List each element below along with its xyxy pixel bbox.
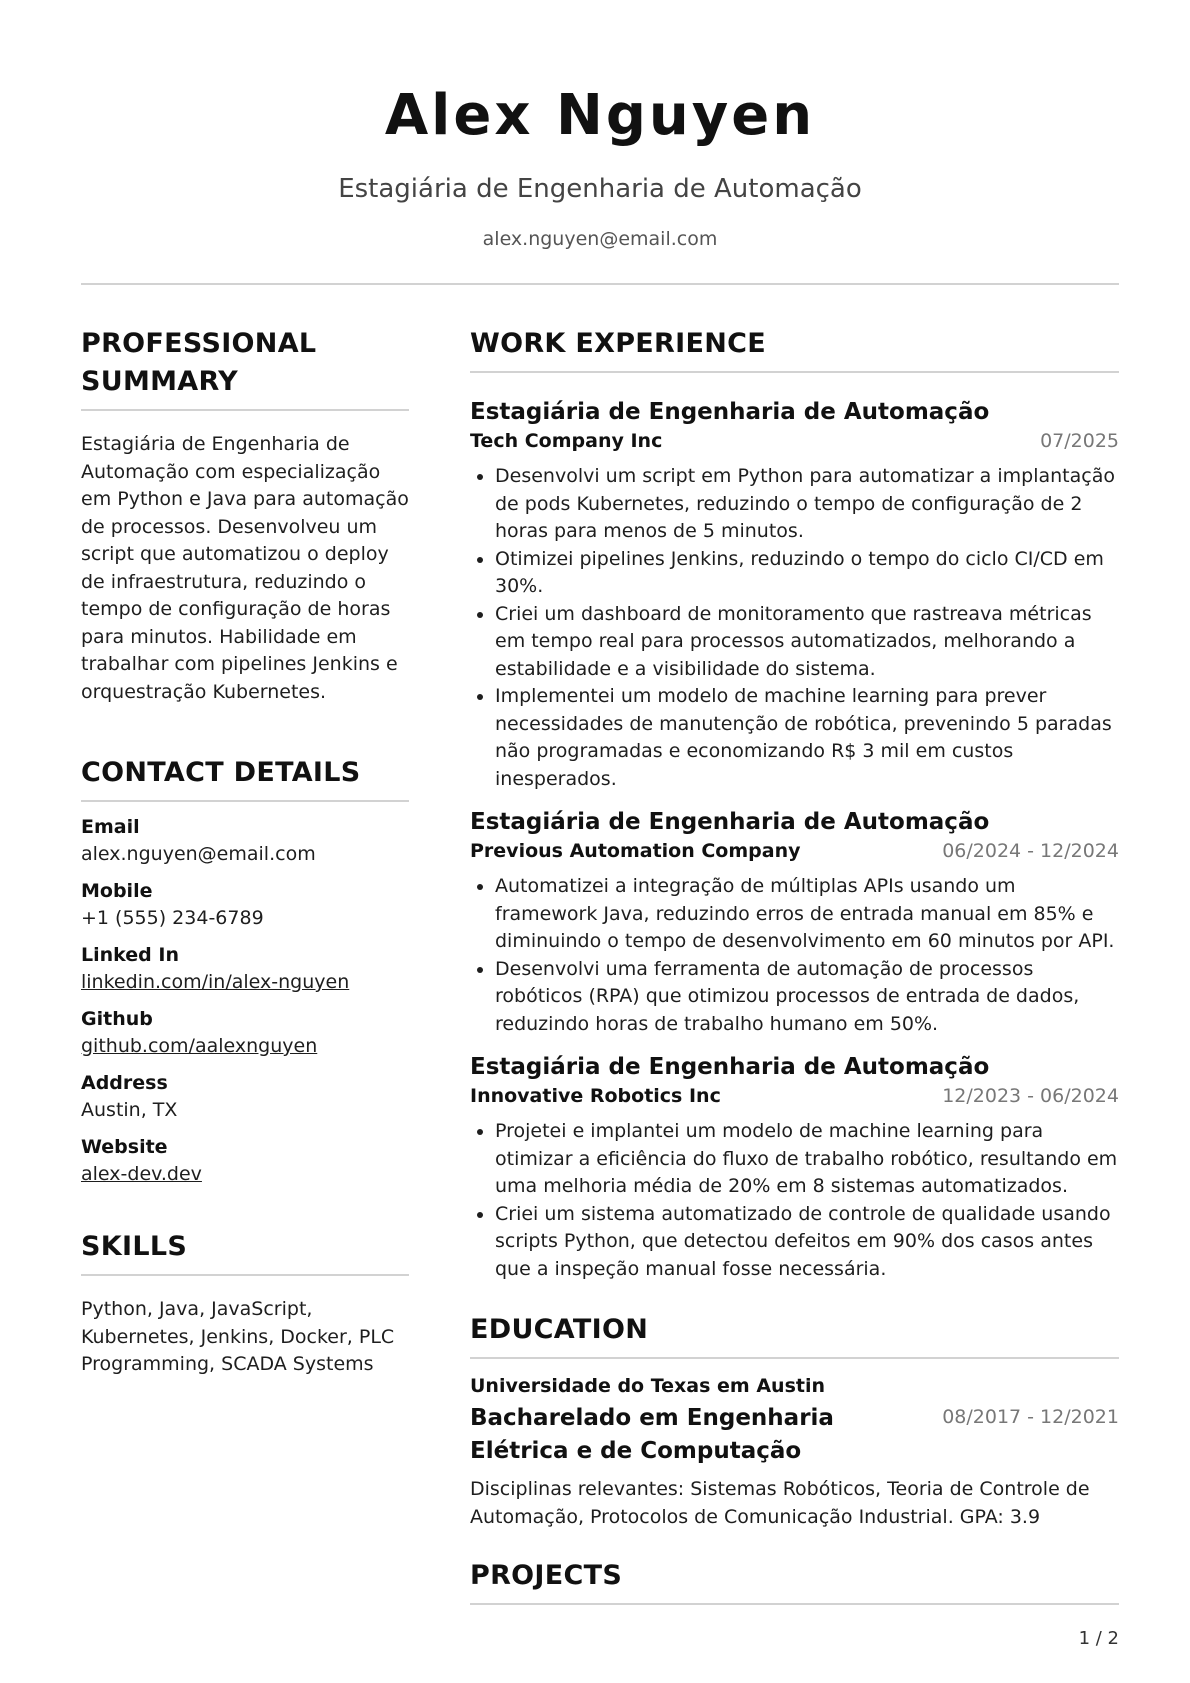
- contact-email-value: alex.nguyen@email.com: [81, 843, 316, 865]
- contact-label: Github: [81, 1008, 153, 1030]
- contact-label: Linked In: [81, 944, 179, 966]
- website-link[interactable]: alex-dev.dev: [81, 1163, 202, 1185]
- projects-section: [470, 1557, 1119, 1605]
- education-title: EDUCATION: [470, 1314, 649, 1345]
- contact-mobile: [81, 878, 409, 932]
- contact-website: [81, 1134, 409, 1188]
- linkedin-link[interactable]: linkedin.com/in/alex-nguyen: [81, 971, 350, 993]
- section-divider: [470, 1603, 1119, 1605]
- candidate-title: Estagiária de Engenharia de Automação: [338, 174, 862, 204]
- school-name: Universidade do Texas em Austin: [470, 1375, 826, 1397]
- job-bullets: [470, 463, 1119, 793]
- work-section: [470, 325, 1119, 1283]
- header-divider: [81, 283, 1119, 285]
- contact-section: [81, 754, 409, 1188]
- contact-label: Website: [81, 1136, 168, 1158]
- job-meta: [470, 428, 1119, 455]
- job-meta: [470, 1083, 1119, 1110]
- section-divider: [81, 1274, 409, 1276]
- contact-linkedin: [81, 942, 409, 996]
- job-dates: 12/2023 - 06/2024: [942, 1085, 1119, 1107]
- bullet-item: • Desenvolvi uma ferramenta de automação de processos robóticos (RPA) que otimizou processos de entrada de dados, reduzindo horas de trabalho humano em 50%.: [495, 956, 1119, 1039]
- section-divider: [81, 800, 409, 802]
- degree-row: [470, 1402, 1119, 1468]
- bullet-item: • Desenvolvi um script em Python para automatizar a implantação de pods Kubernetes, reduzindo o tempo de configuração de 2 horas para menos de 5 minutos.: [495, 463, 1119, 546]
- contact-label: Email: [81, 816, 140, 838]
- job-meta: [470, 838, 1119, 865]
- bullet-item: • Implementei um modelo de machine learning para prever necessidades de manutenção de robótica, prevenindo 5 paradas não programadas e economizando R$ 3 mil em custos inesperados.: [495, 683, 1119, 793]
- job-bullets: [470, 873, 1119, 1038]
- job-title: Estagiária de Engenharia de Automação: [470, 809, 990, 835]
- degree-title: Bacharelado em Engenharia Elétrica e de Computação: [470, 1405, 834, 1464]
- right-column: [470, 325, 1119, 1605]
- contact-github: [81, 1006, 409, 1060]
- projects-title: PROJECTS: [470, 1560, 623, 1591]
- contact-address: [81, 1070, 409, 1124]
- contact-label: Address: [81, 1072, 168, 1094]
- bullet-item: • Automatizei a integração de múltiplas APIs usando um framework Java, reduzindo erros de entrada manual em 85% e diminuindo o tempo de desenvolvimento em 60 minutos por API.: [495, 873, 1119, 956]
- bullet-item: • Criei um dashboard de monitoramento que rastreava métricas em tempo real para processos automatizados, melhorando a estabilidade e a visibilidade do sistema.: [495, 601, 1119, 684]
- job-entry: [470, 807, 1119, 1038]
- work-title: WORK EXPERIENCE: [470, 328, 766, 359]
- job-bullets: [470, 1118, 1119, 1283]
- section-divider: [470, 371, 1119, 373]
- company-name: Previous Automation Company: [470, 840, 801, 862]
- bullet-item: • Criei um sistema automatizado de controle de qualidade usando scripts Python, que detectou defeitos em 90% dos casos antes que a inspeção manual fosse necessária.: [495, 1201, 1119, 1284]
- job-title: Estagiária de Engenharia de Automação: [470, 1054, 990, 1080]
- bullet-item: • Otimizei pipelines Jenkins, reduzindo o tempo do ciclo CI/CD em 30%.: [495, 546, 1119, 601]
- github-link[interactable]: github.com/aalexnguyen: [81, 1035, 318, 1057]
- summary-section: [81, 325, 409, 706]
- page-number: 1 / 2: [1078, 1628, 1119, 1649]
- contact-mobile-value: +1 (555) 234-6789: [81, 907, 264, 929]
- section-divider: [81, 409, 409, 411]
- education-details: Disciplinas relevantes: Sistemas Robóticos, Teoria de Controle de Automação, Protocolos de Comunicação Industrial. GPA: 3.9: [470, 1478, 1090, 1528]
- summary-title: PROFESSIONAL SUMMARY: [81, 328, 317, 397]
- skills-section: [81, 1228, 409, 1379]
- education-dates: 08/2017 - 12/2021: [942, 1406, 1119, 1428]
- company-name: Innovative Robotics Inc: [470, 1085, 721, 1107]
- job-dates: 06/2024 - 12/2024: [942, 840, 1119, 862]
- resume-header: [81, 80, 1119, 252]
- contact-title: CONTACT DETAILS: [81, 757, 361, 788]
- job-entry: [470, 397, 1119, 793]
- job-title: Estagiária de Engenharia de Automação: [470, 399, 990, 425]
- summary-text: Estagiária de Engenharia de Automação com especialização em Python e Java para automação de processos. Desenvolveu um script que automatizou o deploy de infraestrutura, reduzindo o tempo de configuração de horas para minutos. Habilidade em trabalhar com pipelines Jenkins e orquestração Kubernetes.: [81, 433, 409, 703]
- header-email: alex.nguyen@email.com: [482, 228, 718, 250]
- contact-label: Mobile: [81, 880, 153, 902]
- skills-title: SKILLS: [81, 1231, 188, 1262]
- bullet-item: • Projetei e implantei um modelo de machine learning para otimizar a eficiência do fluxo de trabalho robótico, resultando em uma melhoria média de 20% em 8 sistemas automatizados.: [495, 1118, 1119, 1201]
- education-section: [470, 1311, 1119, 1531]
- company-name: Tech Company Inc: [470, 430, 663, 452]
- contact-email: [81, 814, 409, 868]
- contact-address-value: Austin, TX: [81, 1099, 178, 1121]
- left-column: [81, 325, 409, 1379]
- job-dates: 07/2025: [1040, 430, 1119, 452]
- section-divider: [470, 1357, 1119, 1359]
- candidate-name: Alex Nguyen: [384, 83, 816, 148]
- job-entry: [470, 1052, 1119, 1283]
- skills-text: Python, Java, JavaScript, Kubernetes, Jenkins, Docker, PLC Programming, SCADA Systems: [81, 1298, 395, 1375]
